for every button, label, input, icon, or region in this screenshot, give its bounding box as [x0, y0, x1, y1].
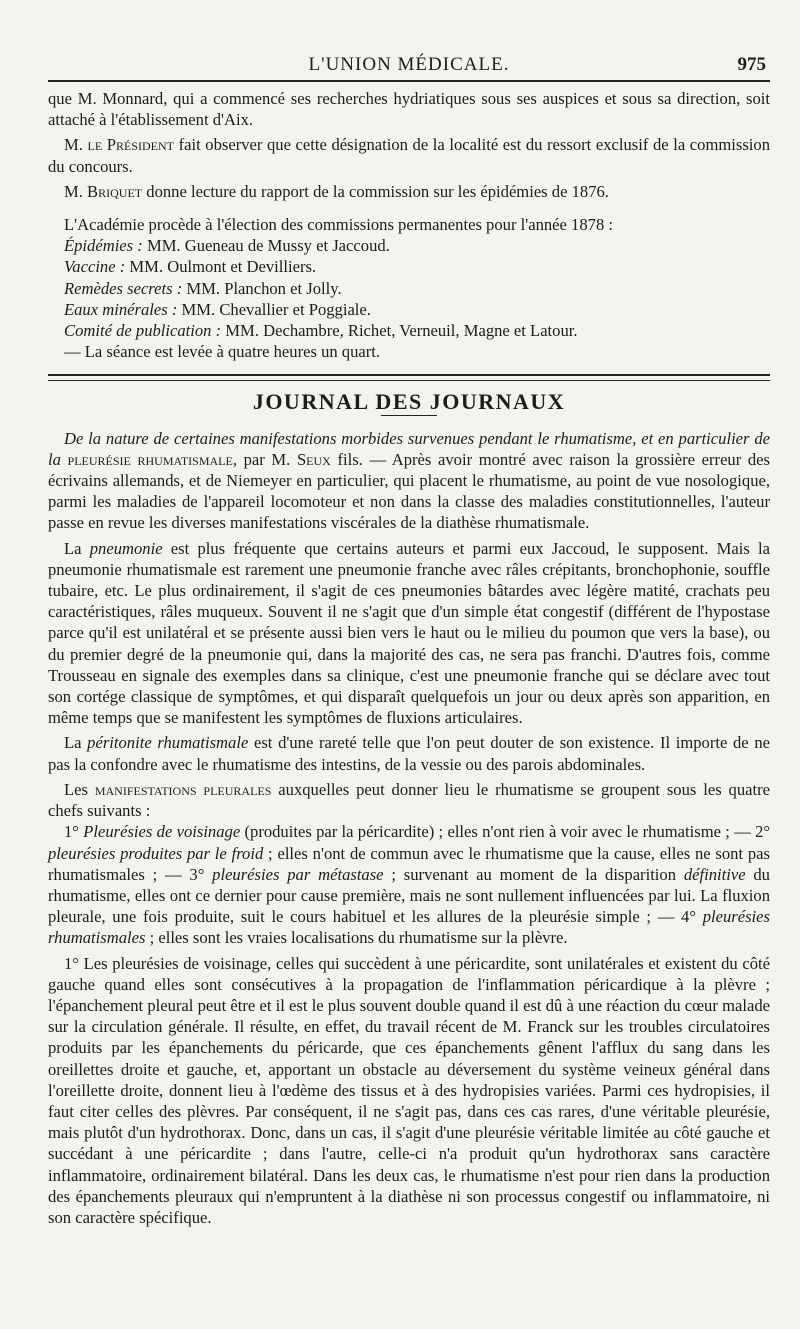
paragraph-pneumonie: La pneumonie est plus fréquente que certains auteurs et parmi eux Jaccoud, le supposent. Mais la pneumonie rhumatismale est rarement une pneumonie franche avec râles crépitants, bronchophonie, souffle tubaire, etc. Le plus ordinairement, il s'agit de ces pneumonies bâtardes avec légère matité, crachats peu caractéristiques, râles muqueux. Souvent il ne s'agit que d'un simple état congestif (différent de l'hypostase parce qu'il est unilatéral et se présente aussi bien vers le haut ou le milieu du poumon que vers la base), ou du premier degré de la pneumonie qui, dans la majorité des cas, ne sera pas franchi. D'autres fois, comme Trousseau en signale des exemples dans sa clinique, c'est une pneumonie franche qui se déclare avec tout son cortége classique de symptômes, et qui disparaît quelquefois un jour ou deux après son apparition, en même temps que se manifestent les symptômes de fluxions articulaires.	[48, 538, 771, 728]
list-item: Eaux minérales : MM. Chevallier et Poggiale.	[64, 299, 371, 319]
paragraph-manifestations: Les manifestations pleurales auxquelles peut donner lieu le rhumatisme se groupent sous les quatre chefs suivants :	[48, 779, 770, 821]
paragraph-pleuresies-voisinage: 1° Les pleurésies de voisinage, celles qui succèdent à une péricardite, sont unilatérales et existent du côté gauche quand elles sont consécutives à la propagation de l'inflammation péricardique à la plèvre ; l'épanchement pleural peut être et il est le plus souvent double quand il est dû à une réaction du cœur malade sur la circulation générale. Il résulte, en effet, du travail récent de M. Franck sur les troubles circulatoires produits par les épanchements du péricarde, que ces épanchements gênent l'afflux du sang dans les oreillettes droite et gauche, et, apportant un obstacle au déversement du système veineux général dans l'oreillette droite, donnent lieu à l'œdème des tissus et à des hydropisies variées. Parmi ces hydropisies, il faut citer celles des plèvres. Par conséquent, il ne s'agit pas, dans ces cas rares, d'une véritable pleurésie, mais plutôt d'un hydrothorax. Donc, dans un cas, il s'agit d'une pleurésie véritable limitée au côté gauche et succédant à une péricardite ; dans l'autre, celle-ci n'a produit qu'un hydrothorax sans caractère inflammatoire, ordinairement bilatéral. Dans les deux cas, le rhumatisme n'est pour rien dans la production des épanchements pleuraux qui n'empruntent à la diathèse ni son processus congestif ou inflammatoire, ni son caractère spécifique.	[48, 953, 770, 1227]
list-item: Comité de publication : MM. Dechambre, Richet, Verneuil, Magne et Latour.	[64, 321, 578, 341]
closing-line: — La séance est levée à quatre heures un quart.	[64, 342, 381, 362]
section-title: JOURNAL DES JOURNAUX	[252, 389, 566, 415]
speaker-name: M. Briquet	[64, 181, 143, 201]
speaker-name: M. le Président	[64, 135, 174, 155]
list-item: Vaccine : MM. Oulmont et Devilliers.	[64, 257, 317, 277]
page-body	[48, 88, 770, 1228]
paragraph-chefs: 1° Pleurésies de voisinage (produites par la péricardite) ; elles n'ont rien à voir avec le rhumatisme ; — 2° pleurésies produites par le froid ; elles n'ont de commun avec le rhumatisme que la cause, elles ne sont pas rhumatismales ; — 3° pleurésies par métastase ; survenant au moment de la disparition définitive du rhumatisme, elles ont ce dernier pour cause première, mais ne sont nullement influencées par lui. La fluxion pleurale, une fois produite, suit le cours habituel et les allures de la pleurésie simple ; — 4° pleurésies rhumatismales ; elles sont les vraies localisations du rhumatisme sur la plèvre.	[48, 822, 770, 948]
page-header	[48, 46, 770, 82]
paragraph-monnard: que M. Monnard, qui a commencé ses recherches hydriatiques sous ses auspices et sous sa direction, soit attaché à l'établissement d'Aix.	[48, 89, 770, 130]
page-number: 975	[737, 54, 766, 75]
paragraph-briquet: M. Briquet donne lecture du rapport de la commission sur les épidémies de 1876.	[64, 181, 609, 201]
paragraph-peritonite: La péritonite rhumatismale est d'une rareté telle que l'on peut douter de son existence. Il importe de ne pas la confondre avec le rhumatisme des intestins, de la vessie ou des parois abdominales.	[48, 733, 770, 774]
list-item: Remèdes secrets : MM. Planchon et Jolly.	[64, 278, 342, 298]
author-name: Seux	[296, 449, 331, 469]
paragraph-president: M. le Président fait observer que cette désignation de la localité est du ressort exclusif de la commission du concours.	[48, 135, 770, 176]
list-item: Épidémies : MM. Gueneau de Mussy et Jaccoud.	[64, 236, 390, 256]
section-divider	[48, 374, 770, 381]
paragraph-intro: De la nature de certaines manifestations morbides survenues pendant le rhumatisme, et en particulier de la pleurésie rhumatismale, par M. Seux fils. — Après avoir montré avec raison la grossière erreur des écrivains allemands, et de Niemeyer en particulier, qui placent le rhumatisme, au point de vue nosologique, parmi les maladies de l'appareil locomoteur et non dans la classe des maladies constitutionnelles, l'auteur passe en revue les diverses manifestations viscérales de la diathèse rhumatismale.	[48, 428, 770, 533]
commissions-list	[48, 235, 770, 341]
paragraph-election: L'Académie procède à l'élection des commissions permanentes pour l'année 1878 :	[64, 215, 614, 235]
journal-title: L'UNION MÉDICALE.	[308, 54, 510, 75]
title-rule	[381, 415, 437, 416]
